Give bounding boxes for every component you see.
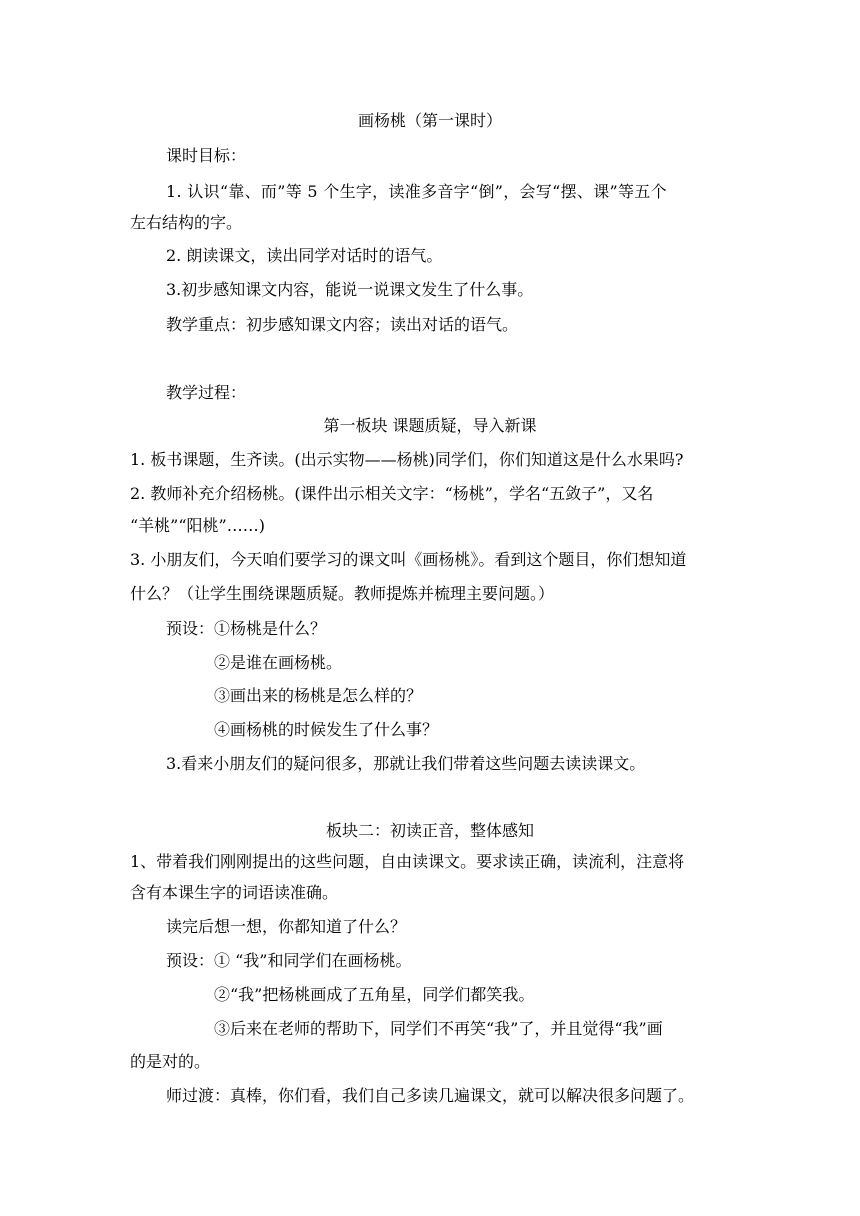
block1-paragraph-1: 1. 板书课题，生齐读。(出示实物——杨桃)同学们，你们知道这是什么水果吗? bbox=[130, 450, 684, 469]
block1-preset-3: ③画出来的杨桃是怎么样的？ bbox=[214, 686, 423, 705]
block2-paragraph-2: 读完后想一想，你都知道了什么？ bbox=[166, 917, 407, 936]
objective-item-3: 3.初步感知课文内容，能说一说课文发生了什么事。 bbox=[166, 280, 534, 299]
objective-item-2: 2. 朗读课文，读出同学对话时的语气。 bbox=[166, 246, 443, 265]
block1-preset-4: ④画杨桃的时候发生了什么事？ bbox=[214, 720, 439, 739]
block1-paragraph-2-cont: “羊桃”“阳桃”……) bbox=[130, 516, 265, 535]
block2-paragraph-1: 1、带着我们刚刚提出的这些问题，自由读课文。要求读正确，读流利，注意将 bbox=[130, 852, 685, 871]
objectives-heading: 课时目标： bbox=[166, 146, 247, 165]
block1-preset-1: ①杨桃是什么？ bbox=[214, 619, 327, 638]
teacher-transition: 师过渡：真棒，你们看，我们自己多读几遍课文，就可以解决很多问题了。 bbox=[166, 1086, 695, 1105]
block2-heading: 板块二：初读正音，整体感知 bbox=[325, 821, 534, 840]
page-title: 画杨桃（第一课时） bbox=[357, 111, 502, 130]
block2-paragraph-1-cont: 含有本课生字的词语读准确。 bbox=[130, 883, 339, 902]
block2-preset-3: ③后来在老师的帮助下，同学们不再笑“我”了，并且觉得“我”画 bbox=[214, 1019, 663, 1038]
block2-preset-label: 预设： bbox=[166, 951, 215, 970]
teaching-focus: 教学重点：初步感知课文内容；读出对话的语气。 bbox=[166, 315, 519, 334]
block1-heading: 第一板块 课题质疑，导入新课 bbox=[323, 416, 537, 435]
block2-preset-1: ① “我”和同学们在画杨桃。 bbox=[214, 951, 412, 970]
process-heading: 教学过程： bbox=[166, 383, 247, 402]
block1-paragraph-2: 2. 教师补充介绍杨桃。(课件出示相关文字：“杨桃”，学名“五敛子”，又名 bbox=[130, 484, 654, 503]
block2-preset-3-cont: 的是对的。 bbox=[130, 1052, 211, 1071]
block1-paragraph-4: 3.看来小朋友们的疑问很多，那就让我们带着这些问题去读读课文。 bbox=[166, 754, 646, 773]
objective-item-1-cont: 左右结构的字。 bbox=[130, 213, 243, 232]
objective-item-1: 1. 认识“靠、而”等 5 个生字，读准多音字“倒”，会写“摆、课”等五个 bbox=[166, 182, 667, 201]
block1-paragraph-3-cont: 什么？（让学生围绕课题质疑。教师提炼并梳理主要问题。） bbox=[130, 584, 555, 603]
block1-preset-2: ②是谁在画杨桃。 bbox=[214, 653, 343, 672]
block1-preset-label: 预设： bbox=[166, 619, 215, 638]
block1-paragraph-3: 3. 小朋友们，今天咱们要学习的课文叫《画杨桃》。看到这个题目，你们想知道 bbox=[130, 550, 687, 569]
block2-preset-2: ②“我”把杨桃画成了五角星，同学们都笑我。 bbox=[214, 985, 535, 1004]
